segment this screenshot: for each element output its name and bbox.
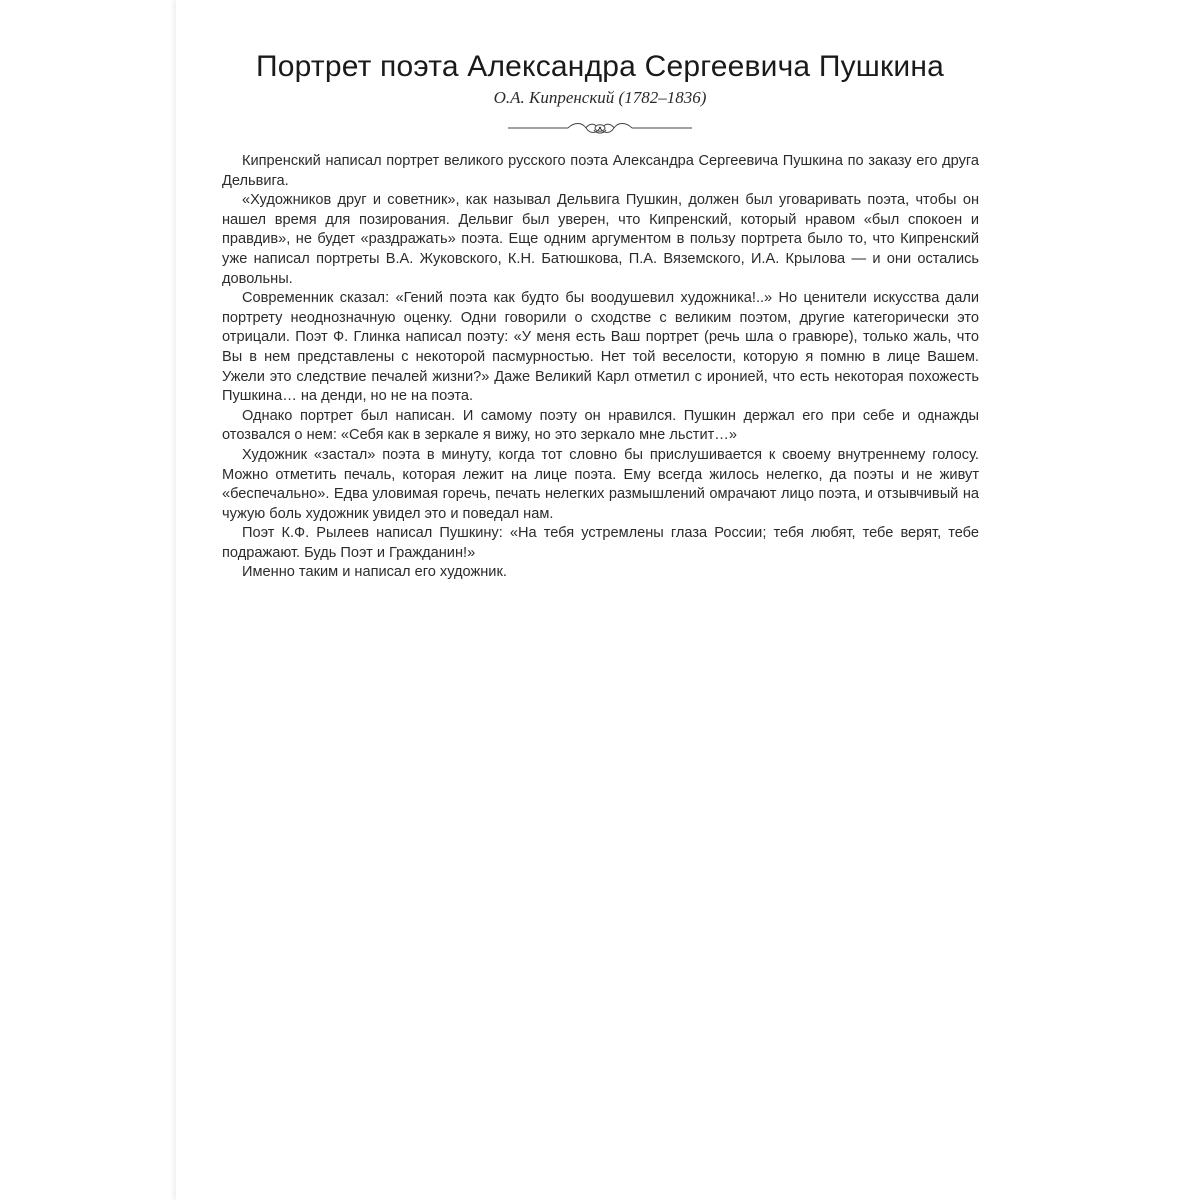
author-subtitle: О.А. Кипренский (1782–1836) xyxy=(493,88,707,107)
page-title: Портрет поэта Александра Сергеевича Пушкина xyxy=(256,50,944,83)
paragraph: Однако портрет был написан. И самому поэту он нравился. Пушкин держал его при себе и однажды отозвался о нем: «Себя как в зеркале я вижу, но это зеркало мне льстит…» xyxy=(222,407,979,444)
flourish-divider-icon xyxy=(506,118,694,138)
paragraph: «Художников друг и советник», как называл Дельвига Пушкин, должен был уговаривать поэта, чтобы он нашел время для позирования. Дельвиг был уверен, что Кипренский, который нравом «был спокоен и правдив», не будет «раздражать» поэта. Еще одним аргументом в пользу портрета было то, что Кипренский уже написал портреты В.А. Жуковского, К.Н. Батюшкова, П.А. Вяземского, И.А. Крылова — и они остались довольны. xyxy=(222,192,979,287)
article-body xyxy=(222,152,979,583)
paragraph: Современник сказал: «Гений поэта как будто бы воодушевил художника!..» Но ценители искусства дали портрету неоднозначную оценку. Одни говорили о сходстве с великим поэтом, другие категорически это отрицали. Поэт Ф. Глинка написал поэту: «У меня есть Ваш портрет (речь шла о гравюре), только жаль, что Вы в нем представлены с некоторой пасмурностью. Нет той веселости, которую я помню в лице Вашем. Ужели это следствие печалей жизни?» Даже Великий Карл отметил с иронией, что есть некоторая похожесть Пушкина… на денди, но не на поэта. xyxy=(222,290,979,405)
paragraph: Именно таким и написал его художник. xyxy=(242,564,507,581)
paragraph: Художник «застал» поэта в минуту, когда тот словно бы прислушивается к своему внутреннему голосу. Можно отметить печаль, которая лежит на лице поэта. Ему всегда жилось нелегко, да поэты и не живут «беспечально». Едва уловимая горечь, печать нелегких размышлений омрачают лицо поэта, и отзывчивый на чужую боль художник увидел это и поведал нам. xyxy=(222,446,979,522)
paragraph: Поэт К.Ф. Рылеев написал Пушкину: «На тебя устремлены глаза России; тебя любят, тебе верят, тебе подражают. Будь Поэт и Гражданин!» xyxy=(222,525,979,561)
paragraph: Кипренский написал портрет великого русского поэта Александра Сергеевича Пушкина по заказу его друга Дельвига. xyxy=(222,153,979,189)
